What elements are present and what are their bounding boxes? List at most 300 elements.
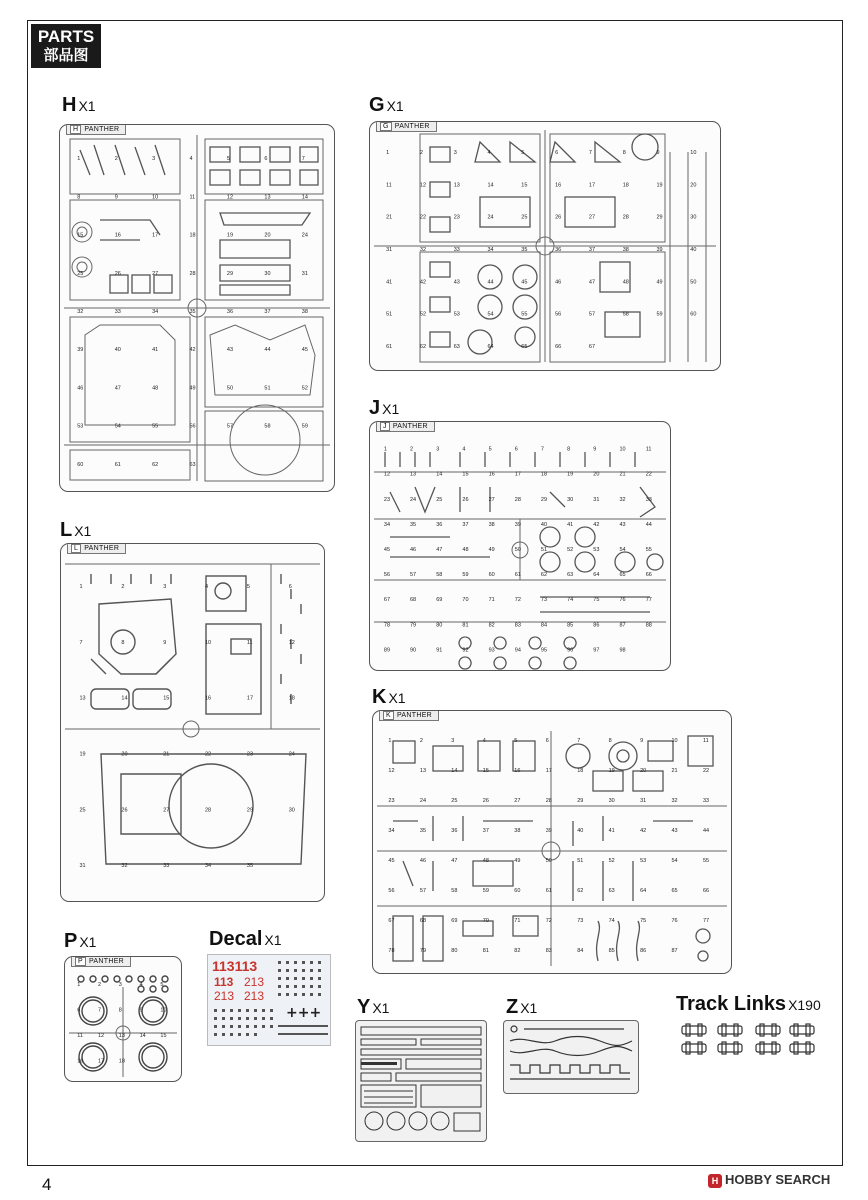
part-number: 77 bbox=[703, 918, 710, 924]
part-number: 32 bbox=[121, 863, 128, 870]
part-number: 45 bbox=[383, 547, 391, 553]
part-number: 13 bbox=[419, 768, 427, 774]
part-number: 63 bbox=[608, 888, 615, 894]
part-number: 11 bbox=[645, 446, 652, 453]
part-number: 94 bbox=[514, 647, 521, 654]
sprue-j-tab-text: PANTHER bbox=[392, 423, 428, 430]
sprue-k-parts-drawing bbox=[373, 711, 731, 973]
part-number: 24 bbox=[419, 798, 427, 804]
part-number: 30 bbox=[288, 807, 295, 814]
part-number: 73 bbox=[540, 597, 548, 604]
part-number: 17 bbox=[98, 1058, 105, 1065]
part-number: 69 bbox=[436, 597, 443, 604]
sprue-h-label bbox=[62, 94, 96, 117]
part-number: 48 bbox=[482, 858, 489, 864]
part-number: 68 bbox=[419, 918, 427, 924]
part-number: 81 bbox=[462, 622, 469, 629]
part-number: 33 bbox=[453, 247, 460, 253]
part-number: 84 bbox=[577, 948, 584, 954]
part-number: 65 bbox=[619, 572, 626, 579]
part-number: 17 bbox=[152, 232, 159, 239]
track-links-title: Track Links bbox=[676, 993, 787, 1015]
sprue-g-label bbox=[369, 94, 404, 117]
part-number: 86 bbox=[640, 948, 647, 954]
part-number: 8 bbox=[121, 639, 125, 646]
sprue-j bbox=[369, 421, 671, 671]
part-number: 6 bbox=[77, 1007, 81, 1014]
part-number: 14 bbox=[121, 695, 128, 702]
part-number: 9 bbox=[114, 194, 118, 201]
part-number: 7 bbox=[540, 446, 544, 453]
part-number: 7 bbox=[79, 639, 83, 646]
part-number: 20 bbox=[264, 232, 271, 239]
part-number: 10 bbox=[690, 150, 697, 157]
part-number: 75 bbox=[640, 918, 647, 924]
part-number: 80 bbox=[436, 622, 443, 629]
part-number: 36 bbox=[436, 521, 443, 528]
part-number: 60 bbox=[77, 461, 84, 468]
part-number: 51 bbox=[577, 858, 584, 864]
part-number: 47 bbox=[114, 385, 121, 392]
sprue-g bbox=[369, 121, 721, 371]
part-number: 22 bbox=[419, 214, 427, 221]
part-number: 8 bbox=[77, 194, 81, 201]
part-number: 18 bbox=[540, 471, 548, 478]
part-number: 78 bbox=[388, 948, 395, 954]
part-number: 33 bbox=[645, 496, 652, 503]
part-number: 18 bbox=[622, 182, 629, 189]
part-number: 8 bbox=[567, 446, 571, 453]
sprue-h-tab-letter: H bbox=[70, 125, 81, 134]
part-number: 56 bbox=[555, 311, 562, 318]
part-number: 38 bbox=[514, 828, 521, 834]
part-number: 20 bbox=[593, 471, 600, 478]
part-number: 15 bbox=[462, 471, 469, 478]
part-number: 24 bbox=[410, 496, 417, 503]
part-number: 31 bbox=[79, 863, 86, 870]
photo-etch-y-drawing bbox=[356, 1021, 486, 1141]
part-number: 61 bbox=[386, 343, 393, 350]
part-number: 56 bbox=[388, 888, 395, 894]
part-number: 14 bbox=[139, 1032, 146, 1039]
part-number: 80 bbox=[451, 948, 458, 954]
part-number: 24 bbox=[301, 232, 308, 239]
part-number: 17 bbox=[514, 471, 521, 478]
part-number: 13 bbox=[410, 471, 417, 478]
sprue-p bbox=[64, 956, 182, 1082]
part-number: 57 bbox=[410, 572, 417, 579]
part-number: 64 bbox=[640, 888, 647, 894]
part-number: 92 bbox=[462, 647, 469, 654]
parts-title-cn: 部品图 bbox=[43, 46, 89, 64]
part-number: 46 bbox=[77, 385, 84, 392]
part-number: 63 bbox=[189, 461, 196, 468]
photo-etch-z-drawing bbox=[504, 1021, 638, 1093]
part-number: 71 bbox=[514, 918, 521, 924]
part-number: 8 bbox=[622, 150, 626, 157]
part-number: 45 bbox=[521, 279, 528, 286]
part-number: 27 bbox=[163, 807, 170, 814]
part-number: 43 bbox=[671, 828, 678, 834]
part-number: 30 bbox=[567, 496, 574, 503]
part-number: 10 bbox=[152, 194, 159, 201]
part-number: 83 bbox=[514, 622, 521, 629]
parts-header-tag bbox=[31, 24, 101, 68]
part-number: 82 bbox=[514, 948, 521, 954]
part-number: 53 bbox=[640, 858, 647, 864]
part-number: 20 bbox=[690, 182, 697, 189]
part-number: 30 bbox=[608, 798, 615, 804]
part-number: 39 bbox=[656, 247, 663, 253]
photo-etch-y-fret bbox=[355, 1020, 487, 1142]
part-number: 62 bbox=[540, 572, 548, 579]
part-number: 25 bbox=[521, 214, 528, 221]
part-number: 18 bbox=[288, 695, 295, 702]
part-number: 57 bbox=[588, 311, 596, 318]
part-number: 41 bbox=[386, 279, 393, 286]
part-number: 2 bbox=[121, 583, 125, 590]
part-number: 40 bbox=[114, 347, 121, 354]
sprue-j-qty: X1 bbox=[382, 401, 400, 417]
part-number: 34 bbox=[205, 863, 212, 870]
sprue-j-tab-letter: J bbox=[380, 422, 390, 431]
part-number: 53 bbox=[593, 547, 600, 553]
part-number: 28 bbox=[545, 798, 552, 804]
part-number: 3 bbox=[118, 981, 122, 988]
part-number: 1 bbox=[77, 981, 81, 988]
part-number: 45 bbox=[388, 858, 395, 864]
part-number: 86 bbox=[593, 622, 600, 629]
part-number: 19 bbox=[656, 182, 663, 189]
sprue-g-letter: G bbox=[369, 94, 385, 116]
photo-etch-z-letter: Z bbox=[506, 996, 519, 1018]
part-number: 37 bbox=[462, 521, 469, 528]
part-number: 90 bbox=[410, 647, 417, 654]
part-number: 39 bbox=[514, 521, 521, 528]
part-number: 16 bbox=[205, 695, 212, 702]
part-number: 42 bbox=[640, 828, 647, 834]
part-number: 43 bbox=[619, 521, 626, 528]
part-number: 62 bbox=[419, 343, 427, 350]
part-number: 60 bbox=[690, 311, 697, 318]
part-number: 10 bbox=[619, 446, 626, 453]
part-number: 12 bbox=[419, 182, 427, 189]
part-number: 12 bbox=[98, 1032, 105, 1039]
part-number: 2 bbox=[410, 446, 414, 453]
sprue-p-parts-drawing bbox=[65, 957, 181, 1081]
part-number: 30 bbox=[264, 270, 271, 277]
part-number: 54 bbox=[114, 423, 121, 430]
sprue-k-qty: X1 bbox=[388, 690, 406, 706]
part-number: 76 bbox=[619, 597, 626, 604]
part-number: 15 bbox=[77, 232, 84, 239]
part-number: 85 bbox=[567, 622, 574, 629]
part-number: 13 bbox=[118, 1032, 125, 1039]
sprue-l-label bbox=[60, 519, 91, 542]
part-number: 47 bbox=[451, 858, 458, 864]
part-number: 59 bbox=[656, 311, 663, 318]
part-number: 32 bbox=[419, 247, 427, 253]
part-number: 12 bbox=[288, 639, 295, 646]
part-number: 52 bbox=[419, 311, 427, 318]
part-number: 44 bbox=[487, 279, 494, 286]
part-number: 63 bbox=[453, 343, 460, 350]
part-number: 56 bbox=[189, 423, 196, 430]
part-number: 1 bbox=[386, 150, 390, 157]
part-number: 37 bbox=[588, 247, 596, 253]
part-number: 26 bbox=[114, 270, 121, 277]
part-number: 95 bbox=[540, 647, 548, 654]
part-number: 87 bbox=[619, 622, 626, 629]
part-number: 40 bbox=[577, 828, 584, 834]
part-number: 26 bbox=[121, 807, 128, 814]
part-number: 64 bbox=[487, 343, 494, 350]
part-number: 60 bbox=[514, 888, 521, 894]
part-number: 15 bbox=[521, 182, 528, 189]
part-number: 10 bbox=[160, 1007, 167, 1014]
part-number: 4 bbox=[462, 446, 466, 453]
photo-etch-z-qty: X1 bbox=[520, 1000, 538, 1016]
part-number: 11 bbox=[703, 738, 709, 744]
part-number: 42 bbox=[419, 279, 427, 286]
part-number: 59 bbox=[482, 888, 489, 894]
part-number: 4 bbox=[205, 583, 209, 590]
sprue-g-parts-drawing bbox=[370, 122, 720, 370]
part-number: 46 bbox=[555, 279, 562, 286]
part-number: 17 bbox=[545, 768, 552, 774]
part-number: 17 bbox=[246, 695, 254, 702]
part-number: 2 bbox=[419, 738, 423, 744]
sprue-p-tab-text: PANTHER bbox=[88, 958, 125, 965]
part-number: 22 bbox=[703, 768, 710, 774]
part-number: 51 bbox=[386, 311, 393, 318]
part-number: 25 bbox=[79, 807, 86, 814]
part-number: 2 bbox=[98, 981, 102, 988]
part-number: 34 bbox=[487, 247, 494, 253]
sprue-k bbox=[372, 710, 732, 974]
decal-qty: X1 bbox=[264, 932, 282, 948]
part-number: 54 bbox=[487, 311, 494, 318]
part-number: 9 bbox=[139, 1007, 143, 1014]
part-number: 55 bbox=[152, 423, 159, 430]
part-number: 44 bbox=[264, 347, 271, 354]
part-number: 1 bbox=[77, 156, 81, 163]
decal-label bbox=[209, 928, 282, 951]
part-number: 46 bbox=[410, 547, 417, 553]
part-number: 29 bbox=[226, 270, 234, 277]
hobby-search-logo-icon: H bbox=[708, 1174, 722, 1188]
part-number: 93 bbox=[488, 647, 495, 654]
part-number: 33 bbox=[114, 309, 121, 315]
part-number: 5 bbox=[514, 738, 518, 744]
part-number: 55 bbox=[703, 858, 710, 864]
decal-sheet bbox=[207, 954, 331, 1046]
part-number: 39 bbox=[77, 347, 84, 354]
part-number: 16 bbox=[488, 471, 495, 478]
part-number: 21 bbox=[163, 751, 170, 758]
part-number: 21 bbox=[386, 214, 393, 221]
part-number: 35 bbox=[189, 309, 196, 315]
part-number: 28 bbox=[189, 270, 196, 277]
decal-sheet-drawing bbox=[208, 955, 330, 1045]
part-number: 48 bbox=[622, 279, 629, 286]
part-number: 53 bbox=[453, 311, 460, 318]
part-number: 16 bbox=[555, 182, 562, 189]
part-number: 39 bbox=[545, 828, 552, 834]
part-number: 52 bbox=[301, 385, 308, 392]
part-number: 58 bbox=[264, 423, 271, 430]
part-number: 26 bbox=[555, 214, 562, 221]
part-number: 24 bbox=[288, 751, 295, 758]
part-number: 26 bbox=[482, 798, 489, 804]
part-number: 49 bbox=[189, 385, 196, 392]
part-number: 63 bbox=[567, 572, 574, 579]
part-number: 27 bbox=[152, 270, 159, 277]
part-number: 50 bbox=[226, 385, 234, 392]
part-number: 88 bbox=[645, 622, 652, 629]
part-number: 34 bbox=[152, 309, 159, 315]
part-number: 34 bbox=[383, 521, 391, 528]
part-number: 61 bbox=[514, 572, 521, 579]
part-number: 9 bbox=[593, 446, 597, 453]
part-number: 20 bbox=[640, 768, 647, 774]
part-number: 25 bbox=[451, 798, 458, 804]
decal-title: Decal bbox=[209, 928, 263, 950]
part-number: 3 bbox=[451, 738, 455, 744]
part-number: 48 bbox=[152, 385, 159, 392]
track-links-label bbox=[676, 993, 821, 1016]
sprue-k-label bbox=[372, 686, 406, 709]
part-number: 6 bbox=[288, 583, 292, 590]
part-number: 27 bbox=[514, 798, 521, 804]
part-number: 51 bbox=[264, 385, 271, 392]
part-number: 18 bbox=[189, 232, 196, 239]
part-number: 49 bbox=[514, 858, 521, 864]
part-number: 32 bbox=[671, 798, 678, 804]
part-number: 11 bbox=[77, 1032, 83, 1039]
part-number: 84 bbox=[540, 622, 548, 629]
sprue-k-tab-letter: K bbox=[383, 711, 394, 720]
part-number: 8 bbox=[608, 738, 612, 744]
part-number: 29 bbox=[246, 807, 254, 814]
part-number: 43 bbox=[453, 279, 460, 286]
part-number: 35 bbox=[246, 863, 254, 870]
part-number: 66 bbox=[645, 572, 652, 579]
part-number: 14 bbox=[301, 194, 308, 201]
sprue-g-tab-text: PANTHER bbox=[394, 123, 430, 130]
decal-number-row3a: 213 bbox=[214, 989, 235, 1003]
part-number: 46 bbox=[419, 858, 427, 864]
part-number: 12 bbox=[383, 471, 391, 478]
part-number: 32 bbox=[77, 309, 84, 315]
sprue-l bbox=[60, 543, 325, 902]
part-number: 50 bbox=[514, 547, 521, 553]
part-number: 23 bbox=[383, 496, 391, 503]
part-number: 11 bbox=[386, 182, 392, 189]
part-number: 47 bbox=[436, 547, 443, 553]
part-number: 65 bbox=[521, 343, 528, 350]
part-number: 16 bbox=[514, 768, 521, 774]
part-number: 43 bbox=[226, 347, 234, 354]
part-number: 70 bbox=[462, 597, 469, 604]
part-number: 34 bbox=[388, 828, 395, 834]
part-number: 57 bbox=[419, 888, 427, 894]
part-number: 11 bbox=[189, 194, 196, 201]
part-number: 5 bbox=[160, 981, 164, 988]
sprue-j-label bbox=[369, 397, 399, 420]
photo-etch-z-fret bbox=[503, 1020, 639, 1094]
part-number: 58 bbox=[436, 572, 443, 579]
sprue-h-tab-text: PANTHER bbox=[84, 126, 120, 133]
part-number: 66 bbox=[555, 343, 562, 350]
part-number: 37 bbox=[264, 309, 271, 315]
part-number: 59 bbox=[301, 423, 308, 430]
part-number: 26 bbox=[462, 496, 469, 503]
part-number: 38 bbox=[301, 309, 308, 315]
part-number: 35 bbox=[521, 247, 528, 253]
part-number: 66 bbox=[703, 888, 710, 894]
part-number: 15 bbox=[160, 1032, 167, 1039]
part-number: 58 bbox=[451, 888, 458, 894]
part-number: 28 bbox=[205, 807, 212, 814]
part-number: 22 bbox=[645, 471, 652, 478]
part-number: 22 bbox=[205, 751, 212, 758]
page-number: 4 bbox=[42, 1175, 52, 1194]
part-number: 33 bbox=[163, 863, 170, 870]
part-number: 52 bbox=[567, 547, 574, 553]
part-number: 29 bbox=[577, 798, 584, 804]
part-number: 78 bbox=[383, 622, 391, 629]
part-number: 13 bbox=[264, 194, 271, 201]
part-number: 19 bbox=[608, 768, 615, 774]
part-number: 15 bbox=[163, 695, 170, 702]
part-number: 72 bbox=[545, 918, 552, 924]
part-number: 6 bbox=[264, 156, 268, 163]
part-number: 31 bbox=[593, 496, 600, 503]
part-number: 16 bbox=[114, 232, 121, 239]
part-number: 5 bbox=[488, 446, 492, 453]
sprue-p-letter: P bbox=[64, 930, 78, 952]
part-number: 62 bbox=[152, 461, 159, 468]
part-number: 67 bbox=[588, 343, 596, 350]
part-number: 77 bbox=[645, 597, 652, 604]
part-number: 61 bbox=[114, 461, 121, 468]
part-number: 55 bbox=[521, 311, 528, 318]
part-number: 67 bbox=[388, 918, 395, 924]
part-number: 7 bbox=[588, 150, 592, 157]
part-number: 71 bbox=[488, 597, 495, 604]
part-number: 61 bbox=[545, 888, 552, 894]
part-number: 7 bbox=[98, 1007, 102, 1014]
part-number: 28 bbox=[622, 214, 629, 221]
part-number: 49 bbox=[488, 547, 495, 553]
sprue-l-letter: L bbox=[60, 519, 73, 541]
part-number: 3 bbox=[436, 446, 440, 453]
part-number: 21 bbox=[619, 471, 626, 478]
part-number: 10 bbox=[671, 738, 678, 744]
track-links-qty: X190 bbox=[788, 997, 821, 1013]
part-number: 4 bbox=[189, 156, 193, 163]
part-number: 87 bbox=[671, 948, 678, 954]
sprue-h-qty: X1 bbox=[78, 98, 96, 114]
track-links-drawing bbox=[678, 1022, 818, 1056]
part-number: 79 bbox=[410, 622, 417, 629]
part-number: 42 bbox=[593, 521, 600, 528]
photo-etch-y-qty: X1 bbox=[372, 1000, 390, 1016]
part-number: 3 bbox=[453, 150, 457, 157]
decal-number-row3b: 213 bbox=[244, 989, 265, 1003]
part-number: 1 bbox=[388, 738, 392, 744]
